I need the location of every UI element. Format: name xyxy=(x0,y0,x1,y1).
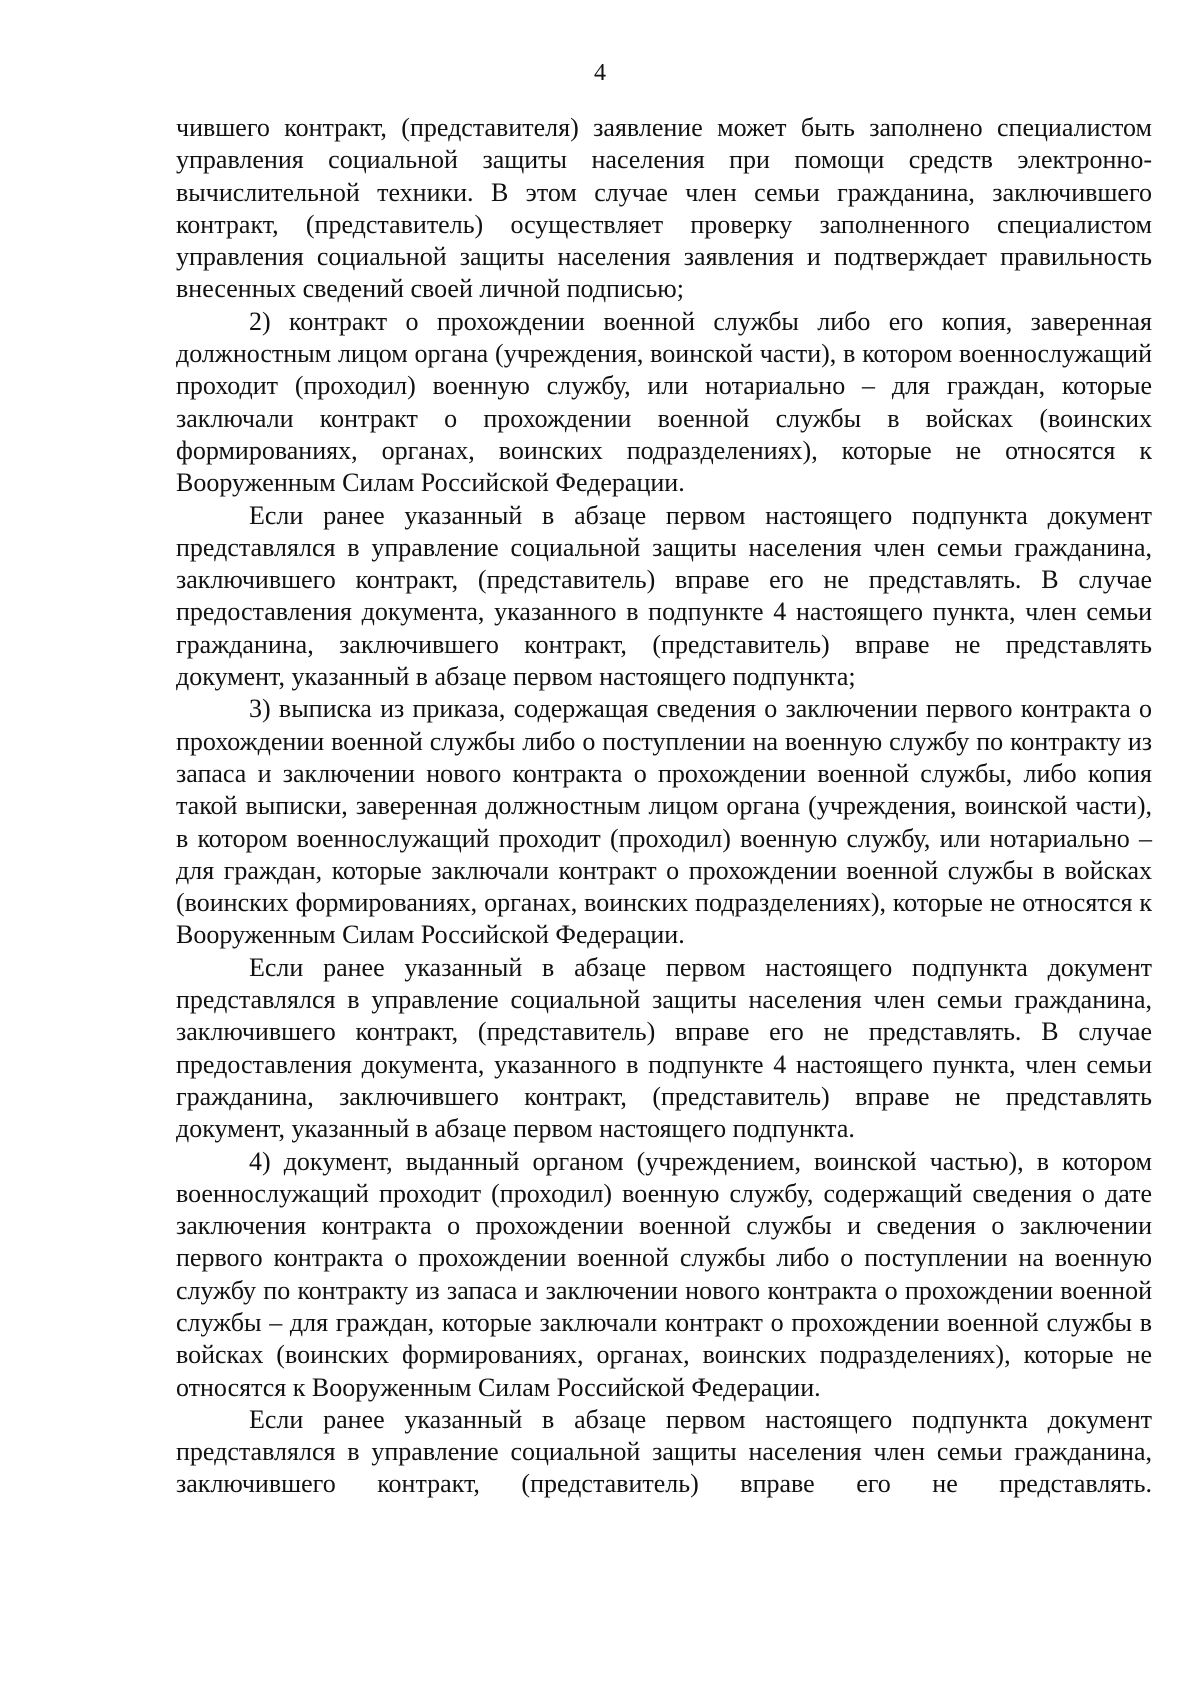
document-body xyxy=(176,112,1152,1501)
paragraph-item-4-note: Если ранее указанный в абзаце первом настоящего подпункта документ представлялся в управление социальной защиты населения член семьи гражданина, заключившего контракт, (представитель) вправе его не представлять. xyxy=(176,1404,1152,1499)
paragraph-item-3: 3) выписка из приказа, содержащая сведения о заключении первого контракта о прохождении военной службы либо о поступлении на военную службу по контракту из запаса и заключении нового контракта о прохождении военной службы, либо копия такой выписки, заверенная должностным лицом органа (учреждения, воинской части), в котором военнослужащий проходит (проходил) военную службу, или нотариально – для граждан, которые заключали контракт о прохождении военной службы в войсках (воинских формированиях, органах, воинских подразделениях), которые не относятся к Вооруженным Силам Российской Федерации. xyxy=(176,694,1152,950)
paragraph-item-3-note: Если ранее указанный в абзаце первом настоящего подпункта документ представлялся в управление социальной защиты населения член семьи гражданина, заключившего контракт, (представитель) вправе его не представлять. В случае предоставления документа, указанного в подпункте 4 настоящего пункта, член семьи гражданина, заключившего контракт, (представитель) вправе не представлять документ, указанный в абзаце первом настоящего подпункта. xyxy=(176,952,1152,1144)
page-number: 4 xyxy=(594,60,606,86)
paragraph-continuation: чившего контракт, (представителя) заявление может быть заполнено специалистом управления социальной защиты населения при помощи средств электронно-вычислительной техники. В этом случае член семьи гражданина, заключившего контракт, (представитель) осуществляет проверку заполненного специалистом управления социальной защиты населения заявления и подтверждает правильность внесенных сведений своей личной подписью; xyxy=(176,113,1152,304)
paragraph-item-4: 4) документ, выданный органом (учреждением, воинской частью), в котором военнослужащий проходит (проходил) военную службу, содержащий сведения о дате заключения контракта о прохождении военной службы и сведения о заключении первого контракта о прохождении военной службы либо о поступлении на военную службу по контракту из запаса и заключении нового контракта о прохождении военной службы – для граждан, которые заключали контракт о прохождении военной службы в войсках (воинских формированиях, органах, воинских подразделениях), которые не относятся к Вооруженным Силам Российской Федерации. xyxy=(176,1146,1152,1402)
paragraph-item-2-note: Если ранее указанный в абзаце первом настоящего подпункта документ представлялся в управление социальной защиты населения член семьи гражданина, заключившего контракт, (представитель) вправе его не представлять. В случае предоставления документа, указанного в подпункте 4 настоящего пункта, член семьи гражданина, заключившего контракт, (представитель) вправе не представлять документ, указанный в абзаце первом настоящего подпункта; xyxy=(176,500,1152,692)
paragraph-item-2: 2) контракт о прохождении военной службы либо его копия, заверенная должностным лицом органа (учреждения, воинской части), в котором военнослужащий проходит (проходил) военную службу, или нотариально – для граждан, которые заключали контракт о прохождении военной службы в войсках (воинских формированиях, органах, воинских подразделениях), которые не относятся к Вооруженным Силам Российской Федерации. xyxy=(176,306,1152,498)
